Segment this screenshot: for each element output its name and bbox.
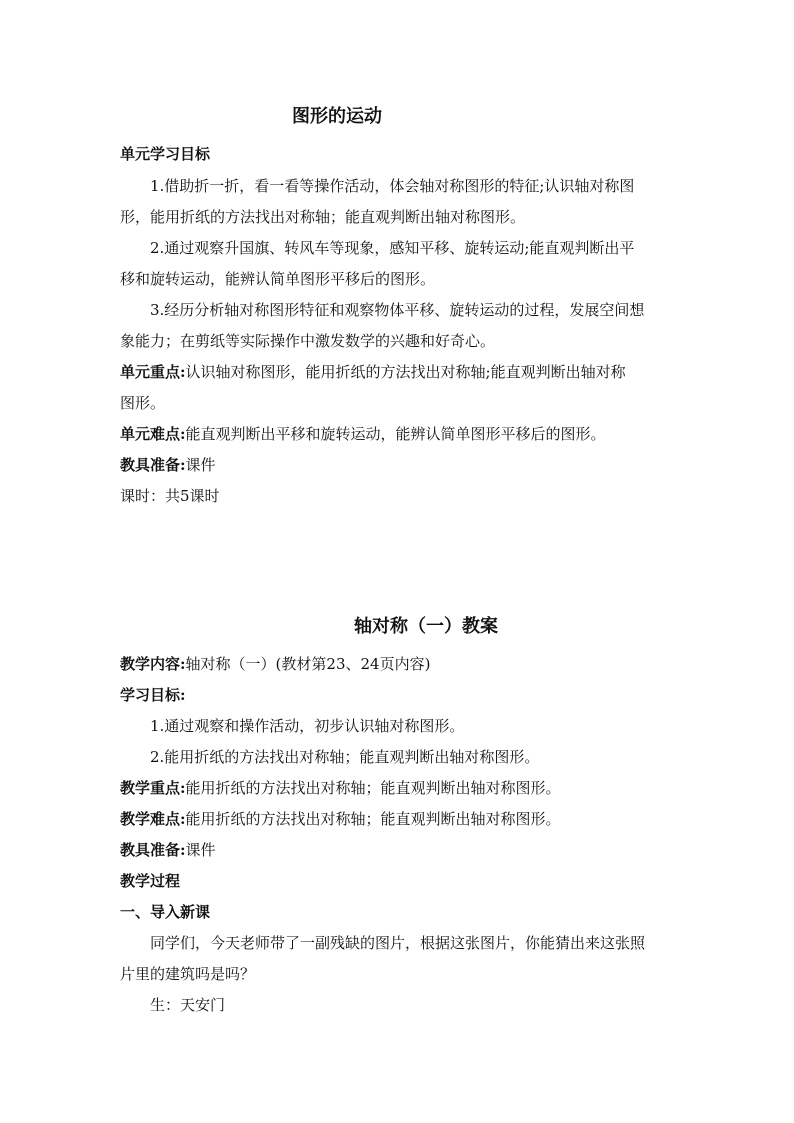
- unit-goal-1-line-1: 1.借助折一折，看一看等操作活动，体会轴对称图形的特征;认识轴对称图: [150, 177, 635, 195]
- unit-goal-2-line-1: 2.通过观察升国旗、转风车等现象，感知平移、旋转运动;能直观判断出平: [150, 239, 635, 257]
- unit-goals-heading: 单元学习目标: [120, 145, 211, 163]
- unit-goal-1-line-2: 形，能用折纸的方法找出对称轴；能直观判断出轴对称图形。: [120, 208, 526, 226]
- unit-hours: 课时：共5课时: [120, 487, 220, 505]
- lesson-title: 轴对称（一）教案: [354, 616, 498, 637]
- lesson-goals-heading: 学习目标:: [120, 686, 186, 704]
- lesson-key-points: [120, 778, 680, 798]
- lesson-difficulty-text: 能用折纸的方法找出对称轴；能直观判断出轴对称图形。: [185, 810, 561, 828]
- lesson-difficulty: [120, 809, 680, 829]
- unit-difficulty-text: 能直观判断出平移和旋转运动，能辨认简单图形平移后的图形。: [185, 425, 606, 443]
- lesson-process-heading: 教学过程: [120, 872, 181, 890]
- unit-difficulty-label: 单元难点:: [120, 425, 186, 443]
- lesson-intro-line-1: 同学们，今天老师带了一副残缺的图片，根据这张图片，你能猜出来这张照: [150, 934, 646, 952]
- lesson-difficulty-label: 教学难点:: [120, 810, 186, 828]
- lesson-content: [120, 654, 680, 674]
- lesson-intro-line-2: 片里的建筑吗是吗？: [120, 965, 256, 983]
- lesson-content-label: 教学内容:: [120, 655, 186, 673]
- unit-title: 图形的运动: [292, 106, 382, 127]
- lesson-key-text: 能用折纸的方法找出对称轴；能直观判断出轴对称图形。: [185, 779, 561, 797]
- unit-tools-label: 教具准备:: [120, 456, 186, 474]
- unit-key-text-1: 认识轴对称图形，能用折纸的方法找出对称轴;能直观判断出轴对称: [185, 363, 626, 381]
- unit-tools: [120, 455, 680, 475]
- lesson-tools: [120, 840, 680, 860]
- unit-key-text-2: 图形。: [120, 394, 166, 412]
- unit-key-label: 单元重点:: [120, 363, 186, 381]
- lesson-section-1-heading: 一、导入新课: [120, 903, 211, 921]
- lesson-goal-1: 1.通过观察和操作活动，初步认识轴对称图形。: [150, 717, 465, 735]
- unit-goal-2-line-2: 移和旋转运动，能辨认简单图形平移后的图形。: [120, 270, 436, 288]
- unit-goal-3-line-2: 象能力；在剪纸等实际操作中激发数学的兴趣和好奇心。: [120, 332, 496, 350]
- unit-key-points: [120, 362, 680, 382]
- lesson-goal-2: 2.能用折纸的方法找出对称轴；能直观判断出轴对称图形。: [150, 748, 540, 766]
- unit-tools-text: 课件: [185, 456, 216, 474]
- lesson-key-label: 教学重点:: [120, 779, 186, 797]
- lesson-tools-text: 课件: [185, 841, 216, 859]
- lesson-content-text: 轴对称（一）(教材第23、24页内容): [185, 655, 431, 673]
- lesson-student-answer: 生：天安门: [150, 996, 226, 1014]
- lesson-tools-label: 教具准备:: [120, 841, 186, 859]
- unit-goal-3-line-1: 3.经历分析轴对称图形特征和观察物体平移、旋转运动的过程，发展空间想: [150, 301, 645, 319]
- unit-difficulty: [120, 424, 680, 444]
